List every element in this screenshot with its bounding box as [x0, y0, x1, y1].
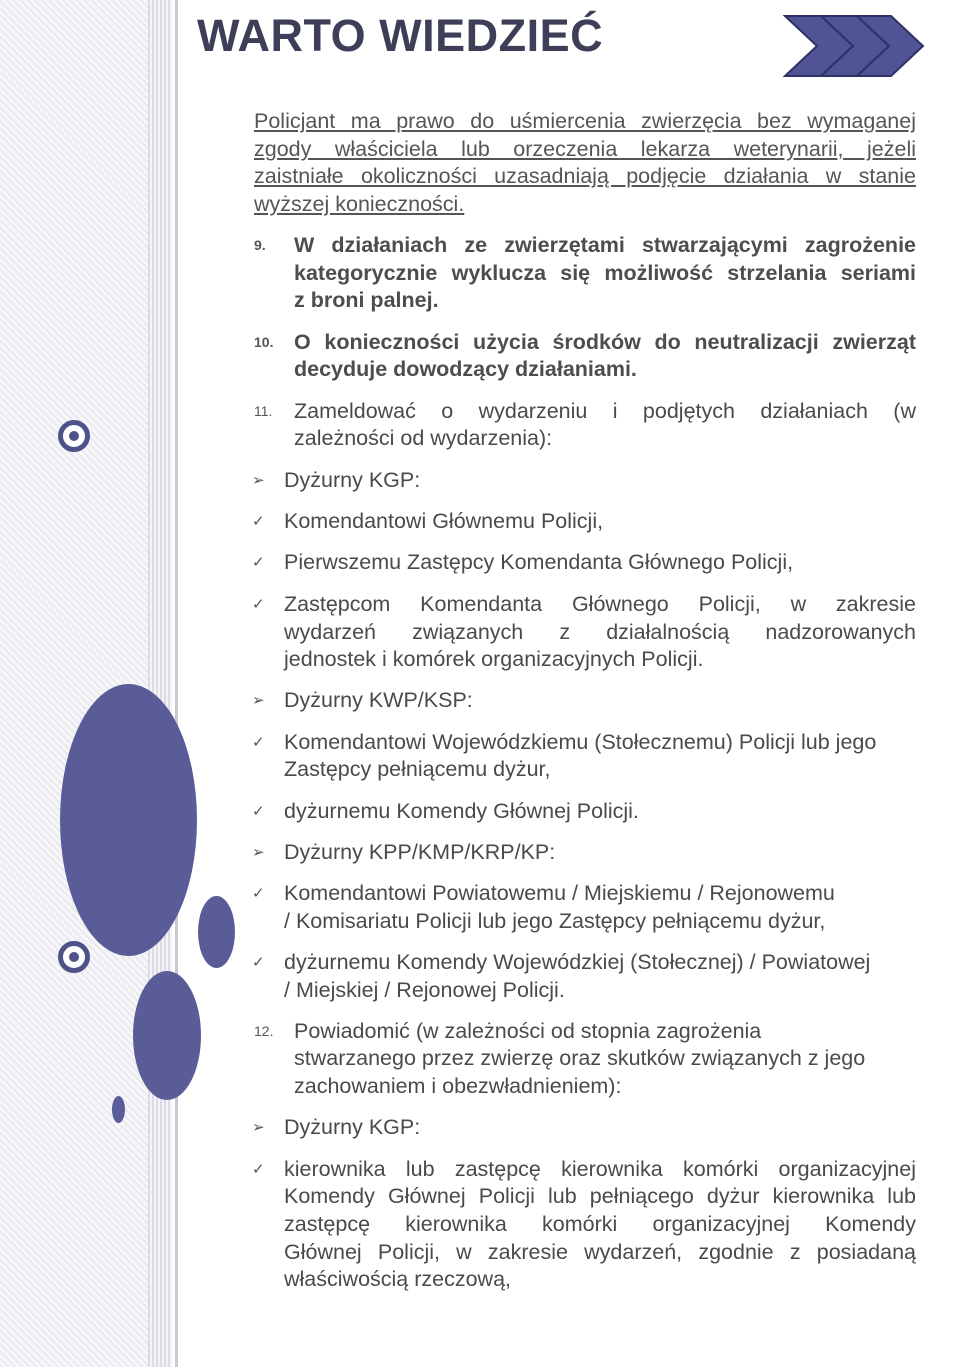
decorative-ring-icon [58, 420, 90, 452]
arrow-bullet-icon: ➢ [252, 843, 265, 861]
arrow-bullet-icon: ➢ [252, 1118, 265, 1136]
decorative-oval [198, 896, 235, 968]
list-heading: Dyżurny KGP: [284, 1115, 421, 1139]
check-bullet-icon: ✓ [252, 802, 265, 820]
decorative-oval [60, 684, 197, 956]
check-bullet-icon: ✓ [252, 953, 265, 971]
list-item: Pierwszemu Zastępcy Komendanta Głównego Policji, [284, 550, 794, 574]
check-bullet-icon: ✓ [252, 595, 265, 613]
arrow-bullet-icon: ➢ [252, 691, 265, 709]
list-heading: Dyżurny KPP/KMP/KRP/KP: [284, 840, 556, 864]
check-bullet-icon: ✓ [252, 884, 265, 902]
point-number: 10. [254, 334, 274, 350]
check-bullet-icon: ✓ [252, 553, 265, 571]
arrow-bullet-icon: ➢ [252, 471, 265, 489]
decorative-oval [133, 971, 201, 1100]
decorative-ring-icon [58, 941, 90, 973]
list-heading: Dyżurny KWP/KSP: [284, 688, 473, 712]
check-bullet-icon: ✓ [252, 1160, 265, 1178]
list-item: Komendantowi Głównemu Policji, [284, 509, 604, 533]
decorative-stripe-fine [148, 0, 172, 1367]
list-item: dyżurnemu Komendy Głównej Policji. [284, 799, 639, 823]
list-heading: Dyżurny KGP: [284, 468, 421, 492]
point-number: 12. [254, 1023, 274, 1039]
chevron-arrows-icon [783, 14, 925, 78]
check-bullet-icon: ✓ [252, 733, 265, 751]
point-number: 11. [254, 403, 273, 419]
point-number: 9. [254, 237, 266, 253]
check-bullet-icon: ✓ [252, 512, 265, 530]
page-title: WARTO WIEDZIEĆ [197, 10, 604, 61]
decorative-oval [112, 1096, 125, 1123]
decorative-divider [175, 0, 178, 1367]
